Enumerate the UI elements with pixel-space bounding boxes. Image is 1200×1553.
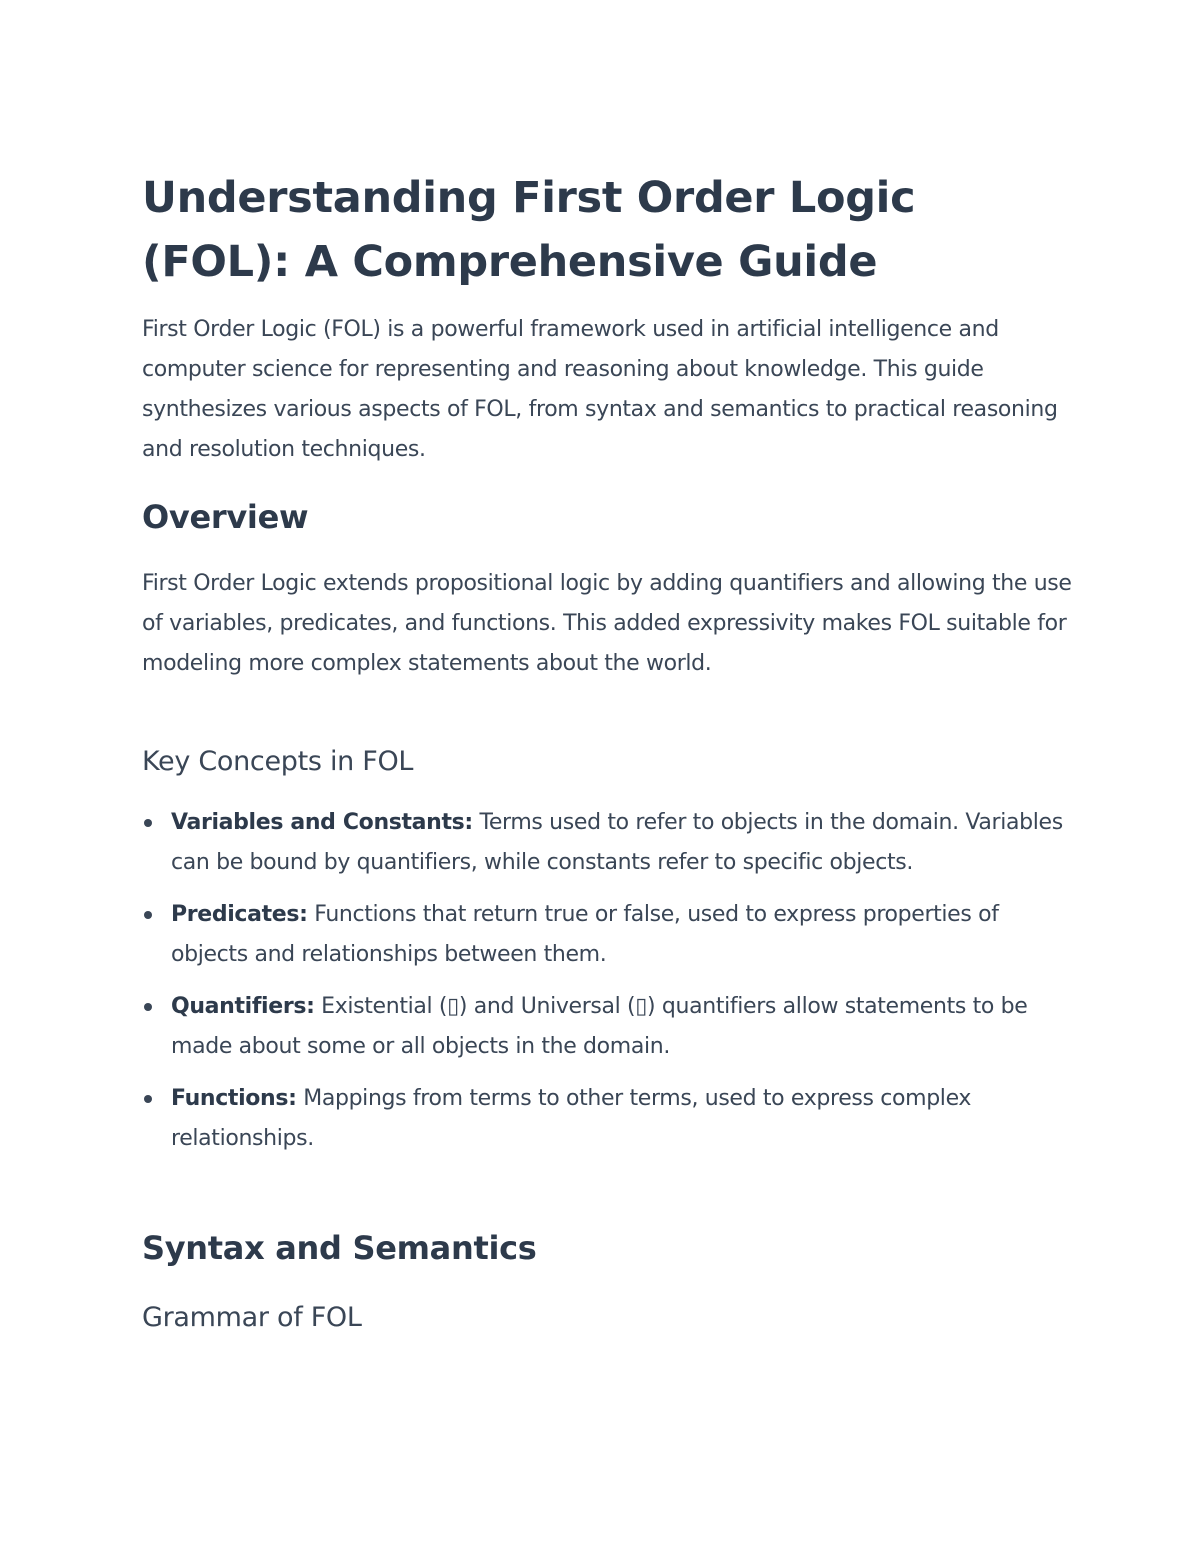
key-concepts-heading: Key Concepts in FOL [142, 746, 414, 777]
bullet-icon [144, 1003, 152, 1011]
intro-paragraph: First Order Logic (FOL) is a powerful framework used in artificial intelligence and computer science for representing and reasoning about knowledge. This guide synthesizes various aspects of FOL, from syntax and semantics to practical reasoning and resolution techniques. [142, 317, 1058, 462]
overview-heading: Overview [142, 498, 309, 536]
list-item [142, 987, 1072, 1067]
concept-term: Functions [171, 1086, 289, 1111]
concept-description: Mappings from terms to other terms, used to express complex relationships. [171, 1086, 972, 1151]
concept-description: Terms used to refer to objects in the domain. Variables can be bound by quantifiers, while constants refer to specific objects. [171, 810, 1063, 875]
list-item [142, 1079, 1072, 1159]
list-item [142, 895, 1072, 975]
term-colon: : [299, 902, 308, 927]
syntax-semantics-heading: Syntax and Semantics [142, 1229, 537, 1267]
concept-term: Predicates [171, 902, 300, 927]
grammar-heading: Grammar of FOL [142, 1302, 362, 1333]
concept-description: Functions that return true or false, used to express properties of objects and relationships between them. [171, 902, 999, 967]
list-item [142, 803, 1072, 883]
term-colon: : [306, 994, 315, 1019]
term-colon: : [288, 1086, 297, 1111]
bullet-icon [144, 1095, 152, 1103]
concept-description: Existential (▯) and Universal (▯) quantifiers allow statements to be made about some or all objects in the domain. [171, 994, 1028, 1059]
document-title: Understanding First Order Logic (FOL): A Comprehensive Guide [142, 173, 916, 287]
bullet-icon [144, 819, 152, 827]
term-colon: : [464, 810, 473, 835]
overview-paragraph: First Order Logic extends propositional logic by adding quantifiers and allowing the use of variables, predicates, and functions. This added expressivity makes FOL suitable for modeling more complex statements about the world. [142, 571, 1072, 676]
concept-term: Variables and Constants [171, 810, 465, 835]
bullet-icon [144, 911, 152, 919]
concept-term: Quantifiers [171, 994, 307, 1019]
key-concepts-list [142, 803, 1072, 1171]
